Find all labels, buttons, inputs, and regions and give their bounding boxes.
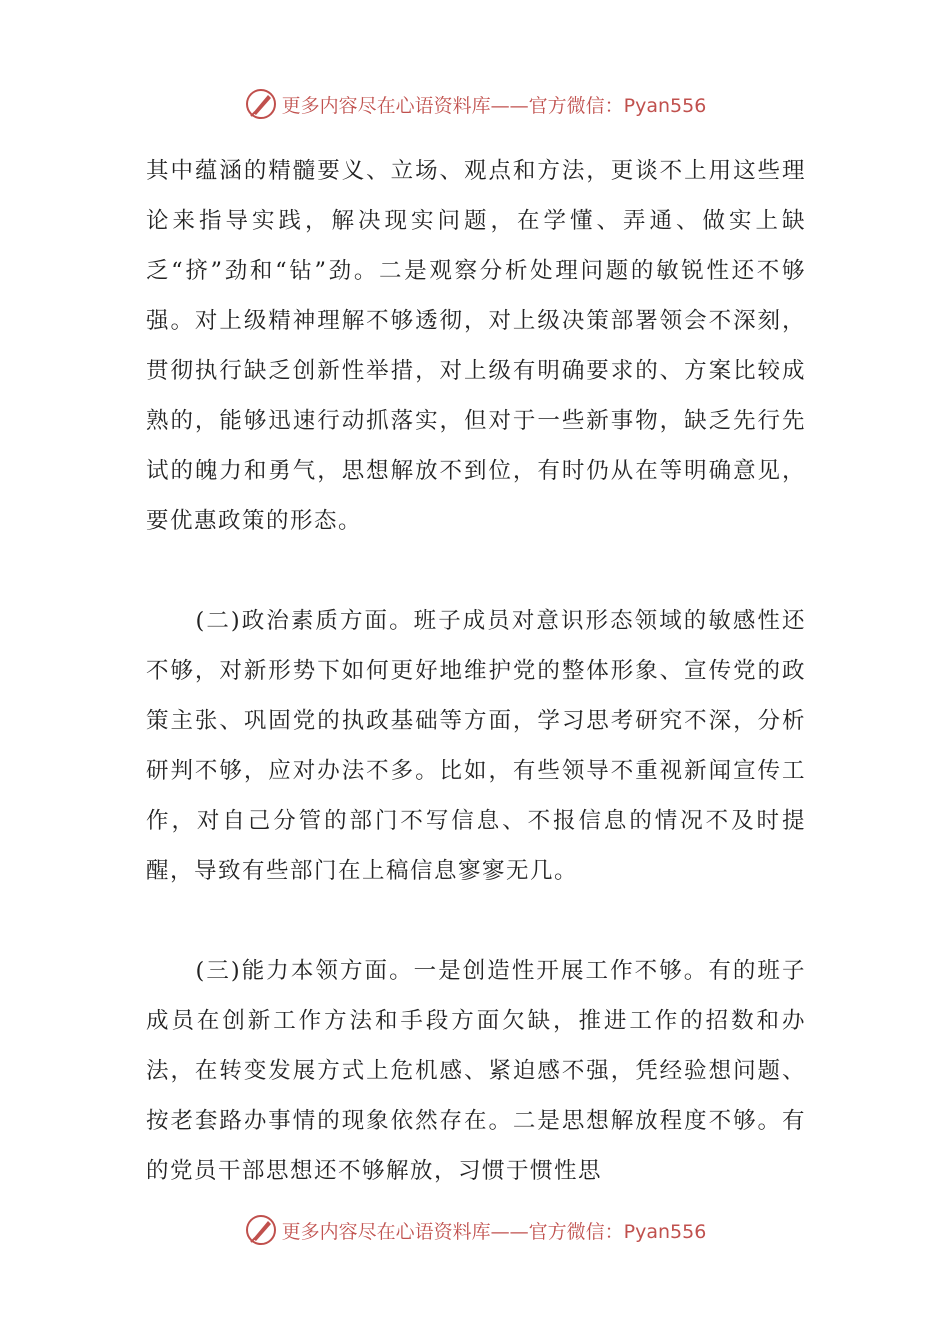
paragraph-1: 其中蕴涵的精髓要义、立场、观点和方法，更谈不上用这些理论来指导实践，解决现实问题，在学懂、弄通、做实上缺乏“挤”劲和“钻”劲。二是观察分析处理问题的敏锐性还不够强。对上级精神理解不够透彻，对上级决策部署领会不深刻，贯彻执行缺乏创新性举措，对上级有明确要求的、方案比较成熟的，能够迅速行动抓落实，但对于一些新事物，缺乏先行先试的魄力和勇气，思想解放不到位，有时仍从在等明确意见，要优惠政策的形态。 [146,158,806,534]
quill-logo-icon [244,87,278,121]
header-watermark [0,84,950,124]
document-body [146,146,806,1196]
paragraph-3: (三)能力本领方面。一是创造性开展工作不够。有的班子成员在创新工作方法和手段方面欠缺，推进工作的招数和办法，在转变发展方式上危机感、紧迫感不强，凭经验想问题、按老套路办事情的现象依然存在。二是思想解放程度不够。有的党员干部思想还不够解放，习惯于惯性思 [146,958,806,1184]
watermark-text: 更多内容尽在心语资料库——官方微信：Pyan556 [281,94,707,117]
watermark-contact: Pyan556 [623,1220,707,1243]
quill-logo-icon [244,1213,278,1247]
paragraph-2: (二)政治素质方面。班子成员对意识形态领域的敏感性还不够，对新形势下如何更好地维护党的整体形象、宣传党的政策主张、巩固党的执政基础等方面，学习思考研究不深，分析研判不够，应对办法不多。比如，有些领导不重视新闻宣传工作，对自己分管的部门不写信息、不报信息的情况不及时提醒，导致有些部门在上稿信息寥寥无几。 [146,608,806,884]
watermark-contact: Pyan556 [623,94,707,117]
watermark-text: 更多内容尽在心语资料库——官方微信：Pyan556 [281,1220,707,1243]
footer-watermark [0,1210,950,1250]
